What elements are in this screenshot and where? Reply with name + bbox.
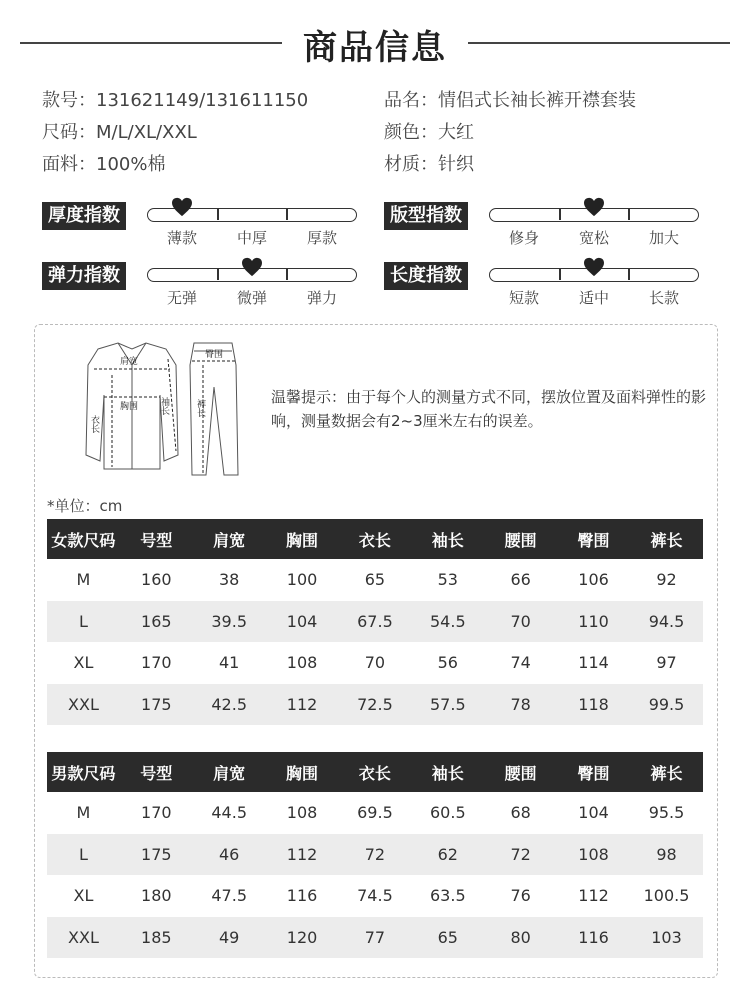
table-cell: 99.5 [630, 684, 703, 726]
table-cell: 68 [484, 792, 557, 834]
table-cell: XXL [47, 684, 120, 726]
index-option: 中厚 [236, 229, 267, 247]
heart-icon [583, 197, 605, 217]
table-cell: 72.5 [339, 684, 412, 726]
info-material [384, 150, 474, 176]
fit-index-track [489, 208, 699, 222]
table-cell: 97 [630, 642, 703, 684]
men-size-table [47, 752, 703, 958]
table-cell: 72 [484, 834, 557, 876]
index-option: 短款 [508, 289, 539, 307]
table-row [47, 875, 703, 917]
table-header-cell: 裤长 [630, 752, 703, 792]
table-cell: 70 [484, 601, 557, 643]
table-cell: 106 [557, 559, 630, 601]
table-cell: XL [47, 642, 120, 684]
table-cell: 53 [411, 559, 484, 601]
info-value: M/L/XL/XXL [96, 122, 197, 143]
sleeve-measure-line [168, 359, 176, 451]
table-cell: XL [47, 875, 120, 917]
elasticity-index-track [147, 268, 357, 282]
table-row [47, 684, 703, 726]
table-cell: 65 [411, 917, 484, 959]
index-option: 修身 [508, 229, 539, 247]
track-tick [628, 209, 630, 220]
table-header-cell: 袖长 [411, 519, 484, 559]
table-cell: 170 [120, 642, 193, 684]
info-value: 大红 [438, 122, 474, 143]
info-fabric [42, 150, 165, 176]
thickness-index-track [147, 208, 357, 222]
table-cell: XXL [47, 917, 120, 959]
table-header-cell: 女款尺码 [47, 519, 120, 559]
table-cell: 114 [557, 642, 630, 684]
info-label: 尺码： [42, 122, 96, 143]
table-cell: 49 [193, 917, 266, 959]
table-cell: 69.5 [339, 792, 412, 834]
table-cell: 74.5 [339, 875, 412, 917]
table-cell: 41 [193, 642, 266, 684]
chest-label: 胸围 [120, 402, 139, 412]
index-option: 加大 [648, 229, 679, 247]
index-option: 宽松 [578, 229, 609, 247]
table-cell: 57.5 [411, 684, 484, 726]
table-cell: 80 [484, 917, 557, 959]
info-style-no [42, 86, 308, 112]
index-option: 薄款 [166, 229, 197, 247]
table-cell: 100 [266, 559, 339, 601]
table-header-cell: 袖长 [411, 752, 484, 792]
heart-icon [241, 257, 263, 277]
table-header-cell: 臀围 [557, 752, 630, 792]
table-cell: 39.5 [193, 601, 266, 643]
table-cell: 42.5 [193, 684, 266, 726]
table-header-cell: 号型 [120, 752, 193, 792]
info-value: 100%棉 [96, 154, 166, 175]
index-option: 弹力 [306, 289, 337, 307]
table-row [47, 792, 703, 834]
table-cell: 118 [557, 684, 630, 726]
table-cell: 180 [120, 875, 193, 917]
index-option: 无弹 [166, 289, 197, 307]
table-cell: 67.5 [339, 601, 412, 643]
header-line-right [468, 42, 730, 44]
table-header-cell: 臀围 [557, 519, 630, 559]
table-row [47, 642, 703, 684]
info-label: 材质： [384, 154, 438, 175]
table-cell: 54.5 [411, 601, 484, 643]
table-header-cell: 胸围 [266, 752, 339, 792]
table-cell: 38 [193, 559, 266, 601]
table-header-cell: 腰围 [484, 752, 557, 792]
index-option: 长款 [648, 289, 679, 307]
table-cell: 70 [339, 642, 412, 684]
table-cell: 185 [120, 917, 193, 959]
table-header-cell: 衣长 [339, 752, 412, 792]
table-header-cell: 男款尺码 [47, 752, 120, 792]
sleeve-label: 袖长 [159, 397, 169, 415]
info-value: 131621149/131611150 [96, 90, 309, 111]
table-cell: 108 [266, 642, 339, 684]
table-cell: 72 [339, 834, 412, 876]
table-cell: 77 [339, 917, 412, 959]
info-value: 情侣式长袖长裤开襟套装 [438, 90, 636, 111]
table-cell: 76 [484, 875, 557, 917]
table-cell: 56 [411, 642, 484, 684]
info-label: 面料： [42, 154, 96, 175]
table-cell: 175 [120, 834, 193, 876]
index-option: 微弹 [236, 289, 267, 307]
table-cell: 44.5 [193, 792, 266, 834]
table-cell: 112 [557, 875, 630, 917]
table-cell: 110 [557, 601, 630, 643]
page-title: 商品信息 [303, 28, 447, 68]
info-size [42, 118, 197, 144]
thickness-index-label: 厚度指数 [42, 202, 126, 230]
table-header-cell: 胸围 [266, 519, 339, 559]
table-cell: 170 [120, 792, 193, 834]
table-cell: 94.5 [630, 601, 703, 643]
table-row [47, 834, 703, 876]
table-cell: 116 [266, 875, 339, 917]
table-cell: 116 [557, 917, 630, 959]
women-size-table [47, 519, 703, 725]
table-cell: 175 [120, 684, 193, 726]
table-cell: 63.5 [411, 875, 484, 917]
table-cell: M [47, 559, 120, 601]
table-cell: 104 [557, 792, 630, 834]
table-cell: 120 [266, 917, 339, 959]
index-option: 适中 [578, 289, 609, 307]
table-header-cell: 腰围 [484, 519, 557, 559]
elasticity-index-label: 弹力指数 [42, 262, 126, 290]
table-cell: 100.5 [630, 875, 703, 917]
table-cell: 103 [630, 917, 703, 959]
table-cell: 104 [266, 601, 339, 643]
table-cell: L [47, 601, 120, 643]
track-tick [286, 209, 288, 220]
table-cell: 65 [339, 559, 412, 601]
table-cell: 47.5 [193, 875, 266, 917]
track-tick [628, 269, 630, 280]
table-header-cell: 肩宽 [193, 519, 266, 559]
info-label: 品名： [384, 90, 438, 111]
unit-label: *单位：cm [47, 497, 123, 515]
table-cell: 160 [120, 559, 193, 601]
length-label: 衣长 [89, 415, 99, 433]
table-cell: 78 [484, 684, 557, 726]
info-value: 针织 [438, 154, 474, 175]
table-cell: 74 [484, 642, 557, 684]
table-cell: 60.5 [411, 792, 484, 834]
table-header-cell: 裤长 [630, 519, 703, 559]
table-cell: 62 [411, 834, 484, 876]
section-header [0, 14, 750, 70]
info-label: 款号： [42, 90, 96, 111]
table-cell: M [47, 792, 120, 834]
track-tick [217, 209, 219, 220]
table-cell: 112 [266, 684, 339, 726]
shoulder-label: 肩宽 [120, 357, 139, 367]
table-cell: L [47, 834, 120, 876]
track-tick [217, 269, 219, 280]
header-line-left [20, 42, 282, 44]
track-tick [559, 269, 561, 280]
info-label: 颜色： [384, 122, 438, 143]
table-cell: 108 [266, 792, 339, 834]
index-option: 厚款 [306, 229, 337, 247]
fit-index-label: 版型指数 [384, 202, 468, 230]
info-product-name [384, 86, 636, 112]
table-cell: 112 [266, 834, 339, 876]
track-tick [559, 209, 561, 220]
heart-icon [583, 257, 605, 277]
table-cell: 165 [120, 601, 193, 643]
measurement-tip: 温馨提示：由于每个人的测量方式不同，摆放位置及面料弹性的影响，测量数据会有2~3厘米左右的误差。 [271, 388, 707, 430]
info-color [384, 118, 474, 144]
table-cell: 46 [193, 834, 266, 876]
table-header-cell: 衣长 [339, 519, 412, 559]
heart-icon [171, 197, 193, 217]
garment-diagram [60, 335, 260, 485]
length-index-track [489, 268, 699, 282]
table-row [47, 559, 703, 601]
length-index-label: 长度指数 [384, 262, 468, 290]
track-tick [286, 269, 288, 280]
table-cell: 98 [630, 834, 703, 876]
hip-label: 臀围 [205, 350, 224, 360]
table-cell: 95.5 [630, 792, 703, 834]
pants-length-label: 裤长 [195, 399, 205, 417]
table-cell: 92 [630, 559, 703, 601]
table-header-cell: 号型 [120, 519, 193, 559]
table-header-cell: 肩宽 [193, 752, 266, 792]
table-row [47, 601, 703, 643]
table-row [47, 917, 703, 959]
table-cell: 66 [484, 559, 557, 601]
table-cell: 108 [557, 834, 630, 876]
